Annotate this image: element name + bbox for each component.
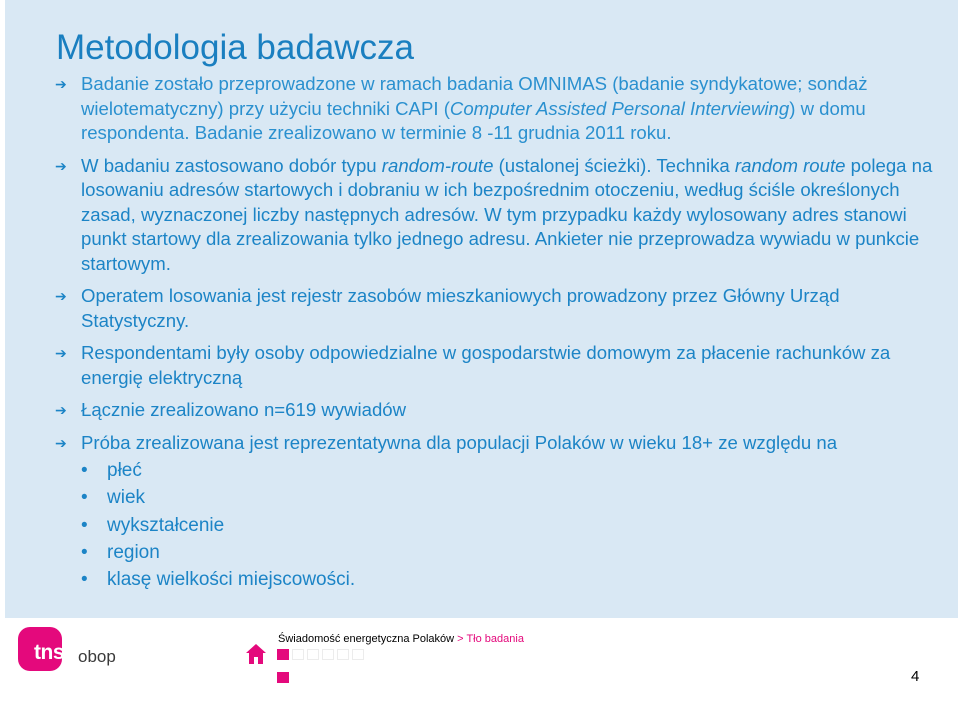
nav-square-4[interactable] — [322, 649, 334, 660]
nav-square-1[interactable] — [277, 649, 289, 660]
bullet-text: Respondentami były osoby odpowiedzialne w gospodarstwie domowym za płacenie rachunków za energię elektryczną — [81, 342, 891, 388]
bullet-sampling — [55, 154, 935, 277]
sub-item-gender: • płeć — [55, 457, 935, 484]
sub-item-region: • region — [55, 539, 935, 566]
slide-content — [55, 72, 935, 593]
breadcrumb — [278, 633, 524, 645]
breadcrumb-section[interactable]: Tło badania — [466, 633, 524, 645]
nav-square-5[interactable] — [337, 649, 349, 660]
arrow-right-icon: ➔ — [55, 434, 67, 451]
bullet-dot-icon: • — [81, 514, 88, 536]
bullet-dot-icon: • — [81, 569, 88, 591]
bullet-text: Próba zrealizowana jest reprezentatywna dla populacji Polaków w wieku 18+ ze względu na — [81, 431, 838, 453]
arrow-right-icon: ➔ — [55, 288, 67, 304]
nav-square-3[interactable] — [307, 649, 319, 660]
bullet-sampling-frame — [55, 284, 935, 333]
arrow-right-icon: ➔ — [55, 157, 67, 174]
bullet-methodology — [55, 72, 935, 146]
slide-title: Metodologia badawcza — [56, 28, 415, 67]
bullet-text: Operatem losowania jest rejestr zasobów mieszkaniowych prowadzony przez Główny Urząd Statystyczny. — [81, 285, 840, 331]
bullet-dot-icon: • — [81, 541, 88, 563]
arrow-right-icon: ➔ — [55, 402, 67, 418]
nav-square-2[interactable] — [292, 649, 304, 660]
arrow-right-icon: ➔ — [55, 76, 67, 92]
tns-logo-text: tns — [34, 641, 64, 664]
bullet-representativeness — [55, 431, 935, 456]
bullet-sample-size — [55, 398, 935, 423]
sub-item-education: • wykształcenie — [55, 512, 935, 539]
bullet-text: W badaniu zastosowano dobór typu random-route (ustalonej ścieżki). Technika random route polega na losowaniu adresów startowych i dobraniu w ich bezpośrednim otoczeniu, według ściśle określonych zasad, wyznaczonej liczby następnych adresów. W tym przypadku każdy wylosowany adres stanowi punkt startowy dla zrealizowania tylko jednego adresu. Ankieter nie przeprowadza wywiadu w punkcie startowym. — [81, 154, 933, 274]
obop-logo-text: obop — [78, 647, 116, 666]
nav-square-6[interactable] — [352, 649, 364, 660]
breadcrumb-main[interactable]: Świadomość energetyczna Polaków — [278, 633, 455, 645]
bullet-dot-icon: • — [81, 487, 88, 509]
home-icon[interactable] — [245, 643, 267, 665]
bullet-text: Badanie zostało przeprowadzone w ramach badania OMNIMAS (badanie syndykatowe; sondaż wielotematyczny) przy użyciu techniki CAPI (Computer Assisted Personal Interviewing) w domu respondenta. Badanie zrealizowano w terminie 8 -11 grudnia 2011 roku. — [81, 73, 868, 143]
arrow-right-icon: ➔ — [55, 345, 67, 361]
sub-item-town-size: • klasę wielkości miejscowości. — [55, 566, 935, 593]
sub-item-age: • wiek — [55, 484, 935, 511]
bullet-text: Łącznie zrealizowano n=619 wywiadów — [81, 399, 407, 420]
nav-square-7[interactable] — [277, 672, 289, 683]
bullet-dot-icon: • — [81, 460, 88, 481]
page-number: 4 — [911, 668, 920, 685]
breadcrumb-separator: > — [457, 633, 464, 645]
bullet-respondents — [55, 341, 935, 390]
